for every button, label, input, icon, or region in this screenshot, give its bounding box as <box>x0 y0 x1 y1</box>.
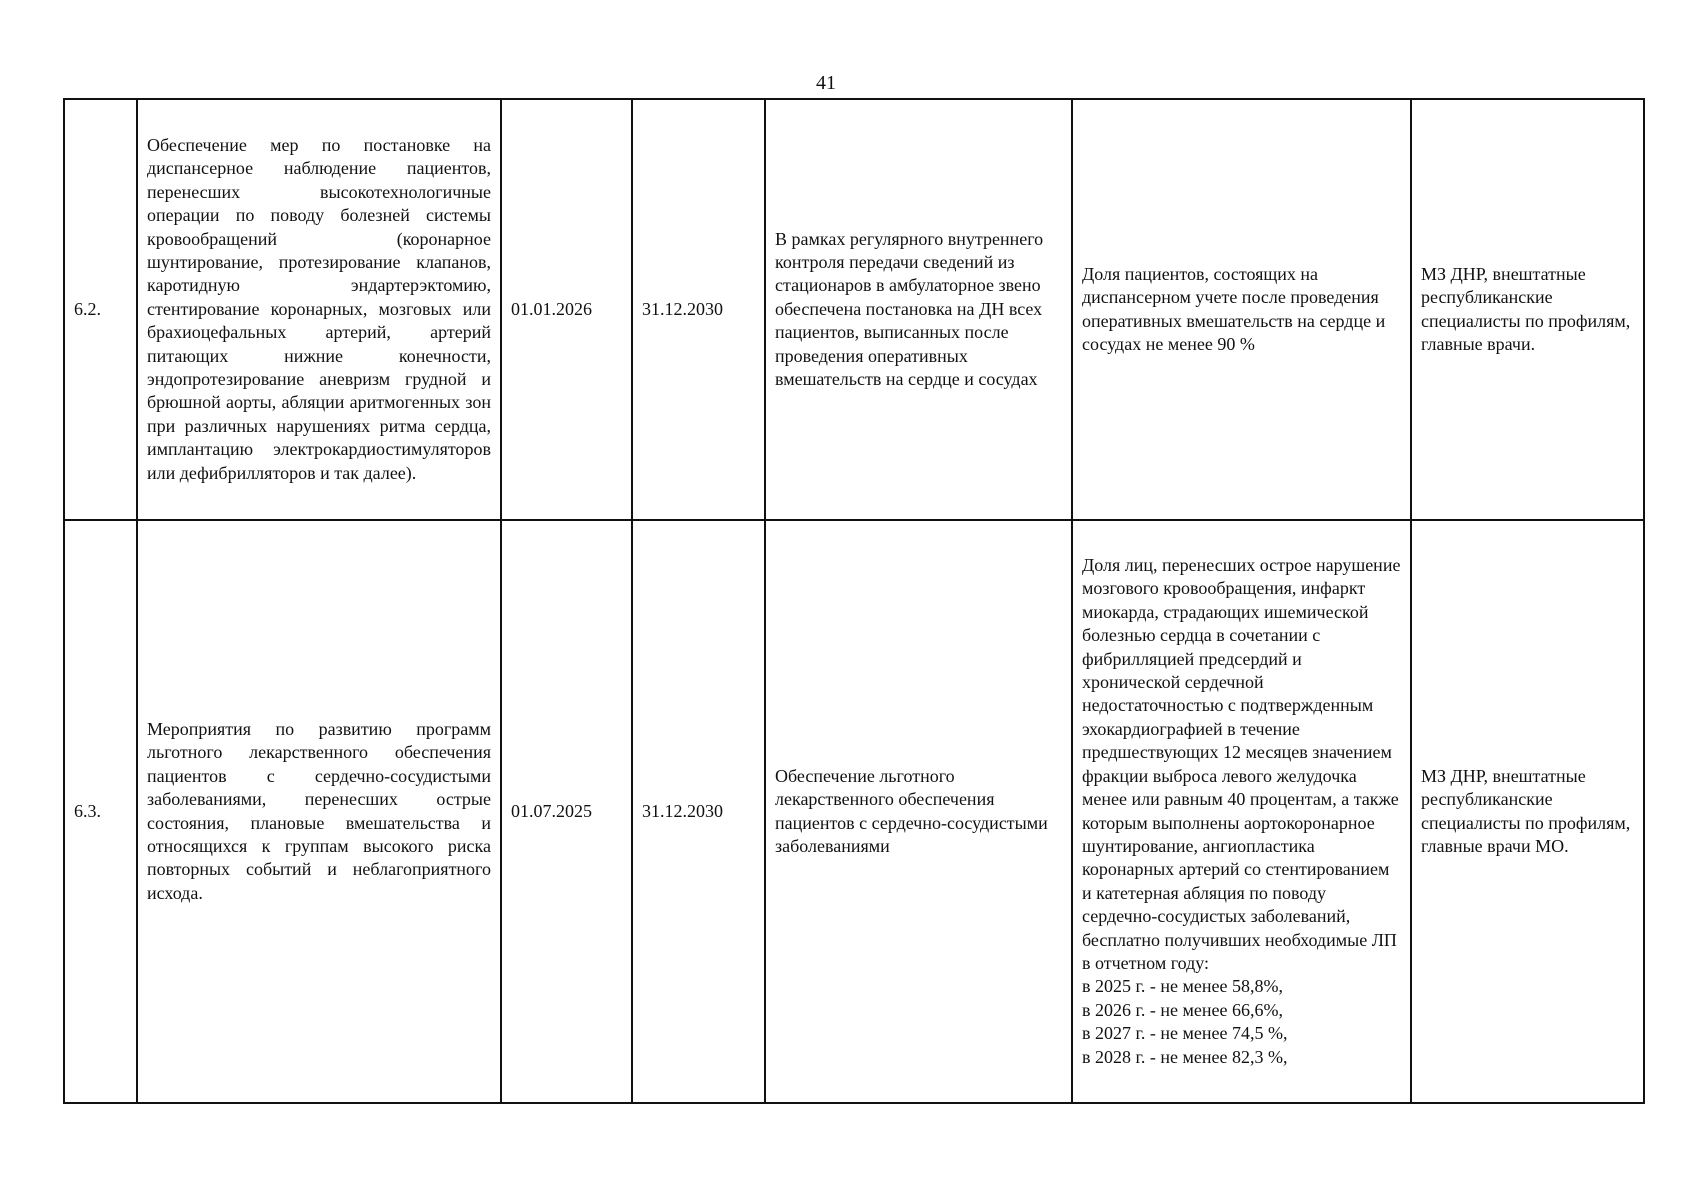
indicator-year-line: в 2028 г. - не менее 82,3 %, <box>1082 1046 1288 1067</box>
responsible-party: МЗ ДНР, внештатные республиканские специалисты по профилям, главные врачи МО. <box>1411 520 1644 1103</box>
measures-table <box>63 98 1645 1104</box>
table-row <box>64 99 1644 520</box>
indicator-year-line: в 2027 г. - не менее 74,5 %, <box>1082 1023 1288 1044</box>
target-indicator: Доля лиц, перенесших острое нарушение мозгового кровообращения, инфаркт миокарда, страдающих ишемической болезнью сердца в сочетании с фибрилляцией предсердий и хронической сердечной недостаточностью с подтвержденным эхокардиографией в течение предшествующих 12 месяцев значением фракции выброса левого желудочка менее или равным 40 процентам, а также которым выполнены аортокоронарное шунтирование, ангиопластика коронарных артерий со стентированием и катетерная абляция по поводу сердечно-сосудистых заболеваний, бесплатно получивших необходимые ЛП в отчетном году: <box>1082 555 1401 973</box>
responsible-party: МЗ ДНР, внештатные республиканские специалисты по профилям, главные врачи. <box>1411 99 1644 520</box>
start-date: 01.01.2026 <box>501 99 632 520</box>
row-number: 6.2. <box>64 99 137 520</box>
end-date: 31.12.2030 <box>632 520 765 1103</box>
measure-description: Обеспечение мер по постановке на диспансерное наблюдение пациентов, перенесших высокотехнологичные операции по поводу болезней системы кровообращений (коронарное шунтирование, протезирование клапанов, каротидную эндартерэктомию, стентирование коронарных, мозговых или брахиоцефальных артерий, артерий питающих нижние конечности, эндопротезирование аневризм грудной и брюшной аорты, абляции аритмогенных зон при различных нарушениях ритма сердца, имплантацию электрокардиостимуляторов или дефибрилляторов и так далее). <box>137 99 501 520</box>
table-row <box>64 520 1644 1103</box>
expected-result: В рамках регулярного внутреннего контроля передачи сведений из стационаров в амбулаторное звено обеспечена постановка на ДН всех пациентов, выписанных после проведения оперативных вмешательств на сердце и сосудах <box>765 99 1072 520</box>
indicator-year-line: в 2025 г. - не менее 58,8%, <box>1082 976 1283 997</box>
expected-result: Обеспечение льготного лекарственного обеспечения пациентов с сердечно-сосудистыми заболеваниями <box>765 520 1072 1103</box>
indicator-year-line: в 2026 г. - не менее 66,6%, <box>1082 999 1283 1020</box>
row-number: 6.3. <box>64 520 137 1103</box>
page-number: 41 <box>816 72 836 94</box>
measure-description: Мероприятия по развитию программ льготного лекарственного обеспечения пациентов с сердечно-сосудистыми заболеваниями, перенесших острые состояния, плановые вмешательства и относящихся к группам высокого риска повторных событий и неблагоприятного исхода. <box>137 520 501 1103</box>
end-date: 31.12.2030 <box>632 99 765 520</box>
target-indicator: Доля пациентов, состоящих на диспансерном учете после проведения оперативных вмешательств на сердце и сосудах не менее 90 % <box>1072 99 1411 520</box>
start-date: 01.07.2025 <box>501 520 632 1103</box>
target-indicator-cell <box>1072 520 1411 1103</box>
